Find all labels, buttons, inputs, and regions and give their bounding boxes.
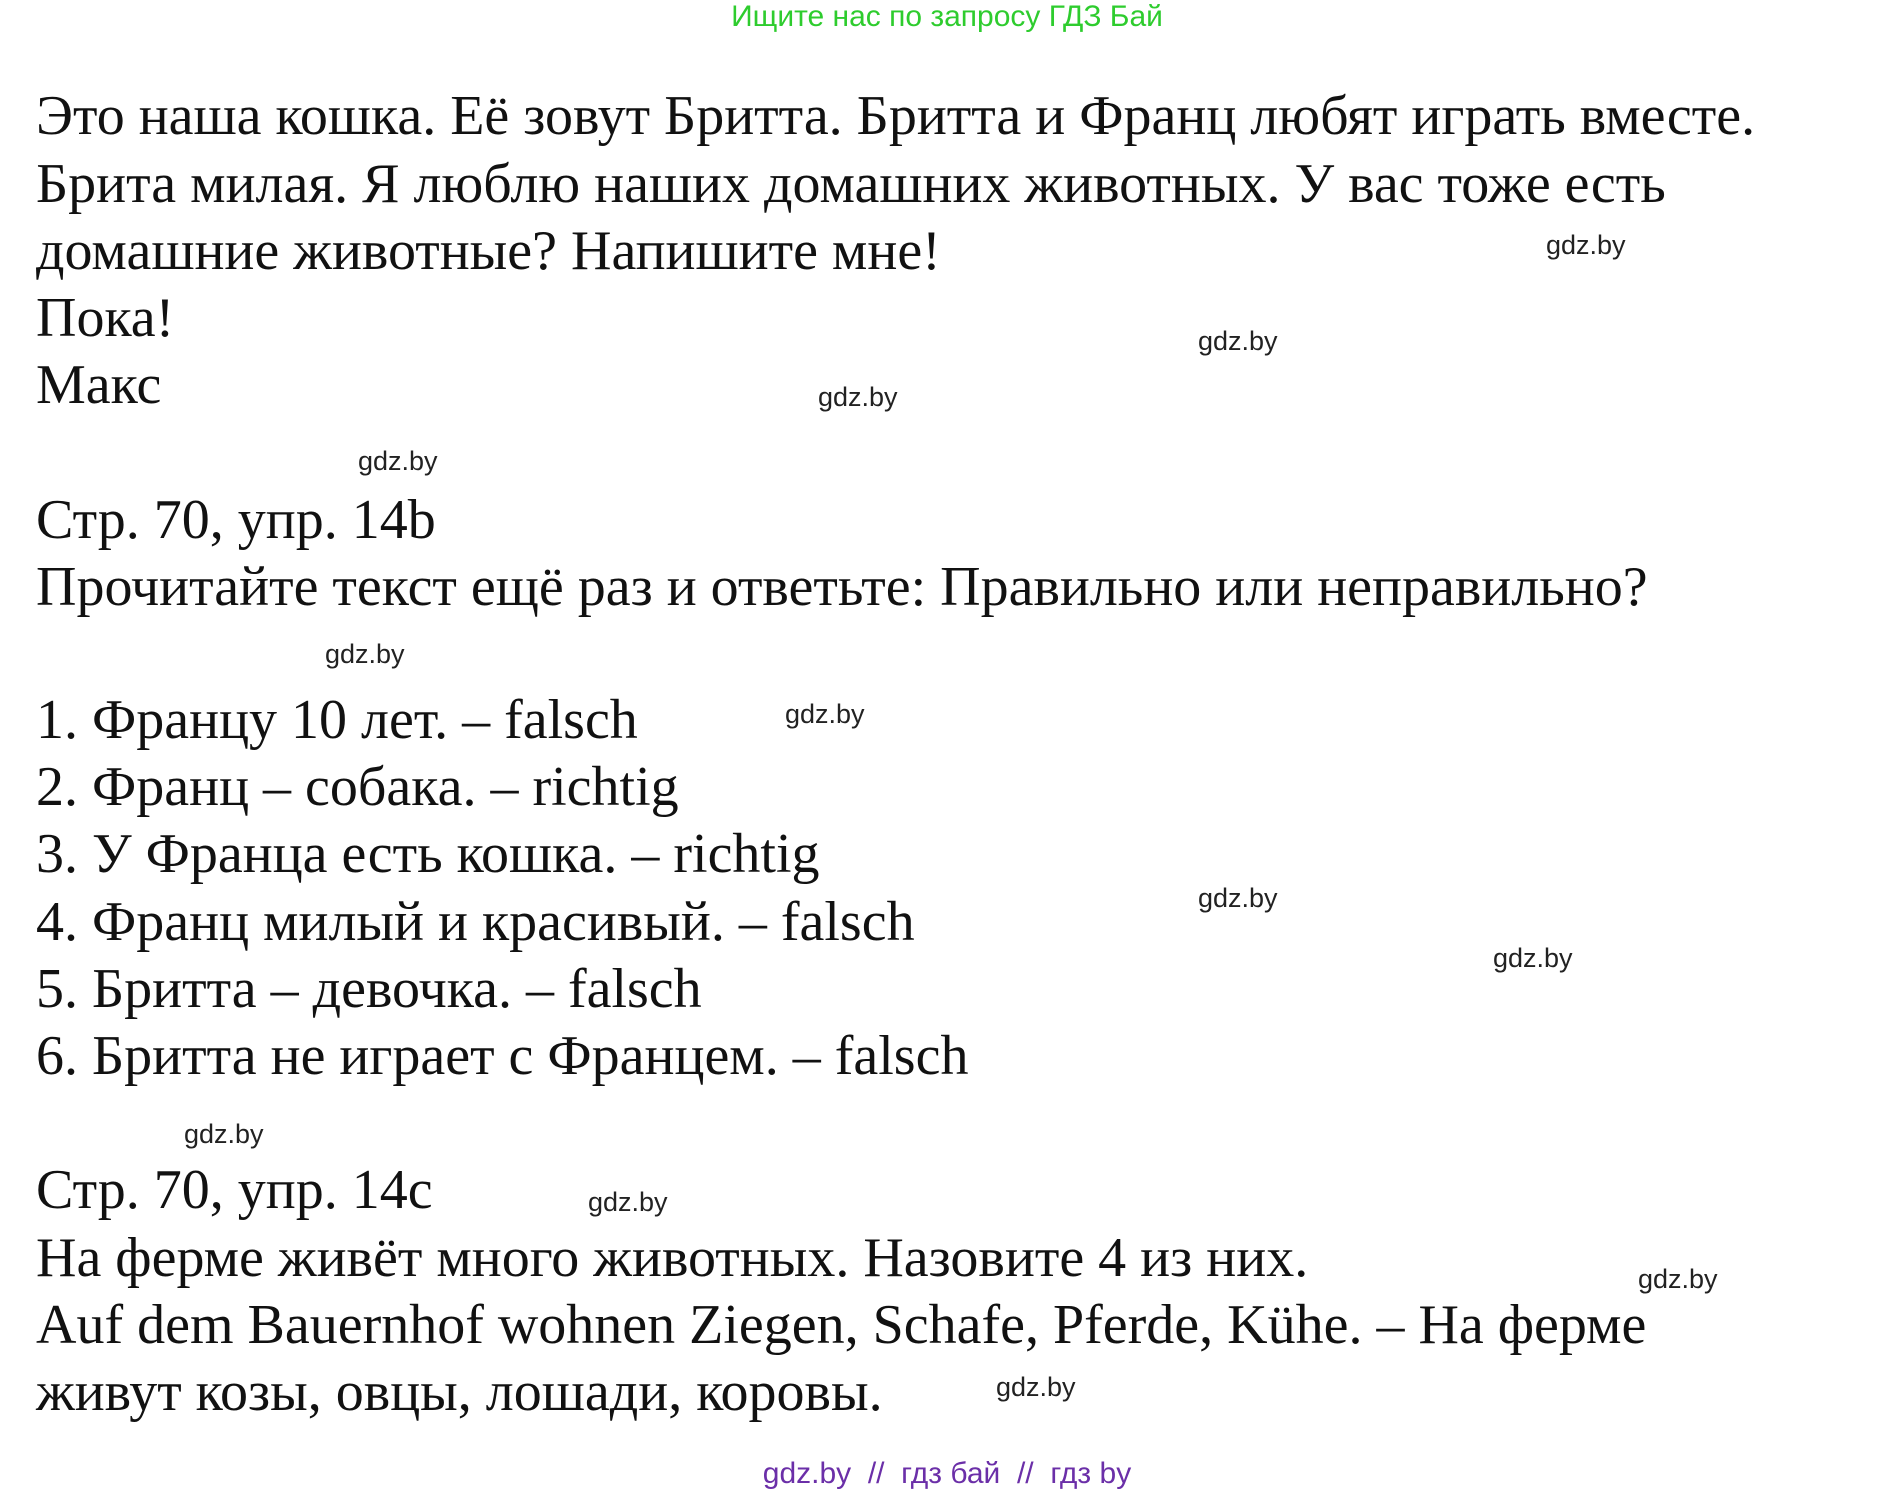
exercise-14c-task: На ферме живёт много животных. Назовите 4 из них. (36, 1227, 1309, 1289)
watermark: gdz.by (1198, 883, 1278, 913)
answer-item: 1. Францу 10 лет. – falsch (36, 689, 638, 751)
watermark: gdz.by (1638, 1264, 1718, 1294)
letter-signature: Макс (36, 354, 162, 416)
letter-line: Брита милая. Я люблю наших домашних животных. У вас тоже есть (36, 153, 1666, 215)
watermark: gdz.by (1546, 230, 1626, 260)
exercise-14c-title: Стр. 70, упр. 14c (36, 1159, 433, 1221)
answer-item: 6. Бритта не играет с Францем. – falsch (36, 1025, 969, 1087)
watermark: gdz.by (358, 446, 438, 476)
letter-line: Пока! (36, 287, 175, 349)
watermark: gdz.by (588, 1187, 668, 1217)
footer-watermark: gdz.by // гдз бай // гдз by (762, 1457, 1132, 1490)
watermark: gdz.by (818, 382, 898, 412)
answer-item: 4. Франц милый и красивый. – falsch (36, 891, 915, 953)
exercise-14c-answer: Auf dem Bauernhof wohnen Ziegen, Schafe, Pferde, Kühe. – На ферме (36, 1294, 1647, 1356)
answer-item: 5. Бритта – девочка. – falsch (36, 958, 702, 1020)
letter-line: домашние животные? Напишите мне! (36, 220, 941, 282)
watermark: gdz.by (785, 699, 865, 729)
watermark: gdz.by (184, 1119, 264, 1149)
watermark: gdz.by (325, 639, 405, 669)
answer-item: 2. Франц – собака. – richtig (36, 756, 679, 818)
answer-item: 3. У Франца есть кошка. – richtig (36, 823, 820, 885)
search-hint-banner: Ищите нас по запросу ГДЗ Бай (731, 0, 1163, 33)
watermark: gdz.by (1198, 326, 1278, 356)
exercise-14b-task: Прочитайте текст ещё раз и ответьте: Правильно или неправильно? (36, 556, 1648, 618)
watermark: gdz.by (1493, 943, 1573, 973)
exercise-14c-answer: живут козы, овцы, лошади, коровы. (36, 1361, 883, 1423)
letter-line: Это наша кошка. Её зовут Бритта. Бритта и Франц любят играть вместе. (36, 85, 1756, 147)
exercise-14b-title: Стр. 70, упр. 14b (36, 489, 436, 551)
watermark: gdz.by (996, 1372, 1076, 1402)
